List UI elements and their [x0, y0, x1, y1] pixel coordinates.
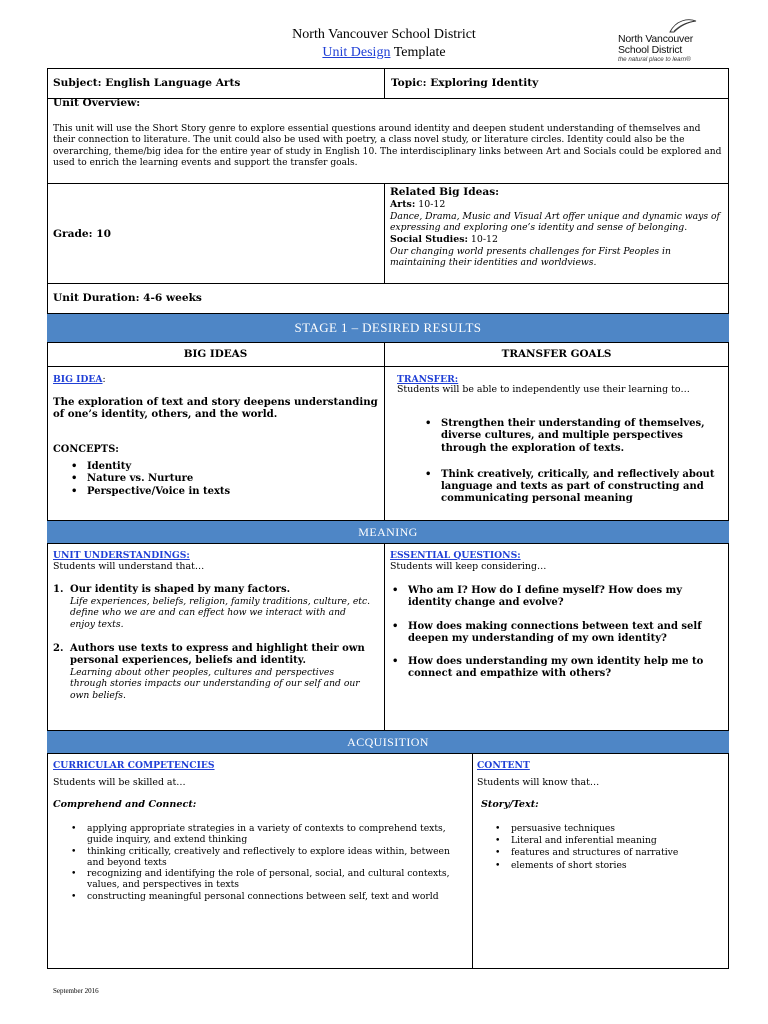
- arts-range: 10-12: [415, 199, 446, 210]
- list-item: • Literal and inferential meaning: [477, 835, 723, 847]
- big-idea-text: The exploration of text and story deepens understanding of one’s identity, others, and the world.: [53, 396, 378, 420]
- big-idea-colon: :: [102, 374, 106, 385]
- list-item: • Strengthen their understanding of themselves, diverse cultures, and multiple perspectives through the exploration of texts.: [407, 418, 723, 455]
- competencies-link[interactable]: CURRICULAR COMPETENCIES: [53, 760, 215, 771]
- list-item: • constructing meaningful personal connections between self, text and world: [53, 891, 465, 902]
- content-subheading: Story/Text:: [481, 799, 539, 810]
- content-list: [477, 823, 723, 872]
- list-item: • Think creatively, critically, and reflectively about language and texts as part of constructing and communicating personal meaning: [407, 469, 723, 506]
- understanding-number: 1.: [53, 584, 64, 595]
- arts-text: Dance, Drama, Music and Visual Art offer unique and dynamic ways of expressing and exploring one’s identity and sense of belonging.: [390, 211, 720, 234]
- list-item: • recognizing and identifying the role of personal, social, and cultural contexts, values, and perspectives in texts: [53, 868, 465, 891]
- list-item: • How does making connections between text and self deepen my understanding of my own identity?: [374, 621, 720, 646]
- understanding-detail: Life experiences, beliefs, religion, family traditions, culture, etc. define who we are and can effect how we interact with and enjoy texts.: [70, 596, 371, 630]
- related-big-ideas-label: Related Big Ideas:: [390, 186, 500, 198]
- topic-label: Topic: Exploring Identity: [391, 77, 539, 89]
- list-item: • Who am I? How do I define myself? How does my identity change and evolve?: [374, 585, 720, 610]
- content-heading: [477, 759, 530, 772]
- social-studies-range: 10-12: [467, 234, 498, 245]
- content-link[interactable]: CONTENT: [477, 760, 530, 771]
- acquisition-band: ACQUISITION: [47, 731, 729, 753]
- list-item: • persuasive techniques: [477, 823, 723, 835]
- understandings-link[interactable]: UNIT UNDERSTANDINGS:: [53, 550, 190, 561]
- transfer-link[interactable]: TRANSFER:: [397, 374, 459, 385]
- transfer-intro: Students will be able to independently use their learning to…: [397, 384, 690, 395]
- logo-line1: North Vancouver: [618, 33, 694, 45]
- unit-overview-label: Unit Overview:: [53, 97, 141, 109]
- unit-design-link[interactable]: Unit Design: [322, 45, 391, 60]
- list-item: • Identity: [53, 461, 373, 473]
- understandings-intro: Students will understand that…: [53, 561, 205, 572]
- big-ideas-header: BIG IDEAS: [183, 348, 248, 360]
- arts-label: Arts:: [390, 199, 416, 210]
- meaning-band: MEANING: [47, 521, 729, 543]
- concepts-label: CONCEPTS:: [53, 444, 119, 455]
- logo-tagline: the natural place to learn®: [618, 56, 691, 63]
- footer-date: September 2016: [53, 987, 99, 995]
- list-item: • How does understanding my own identity help me to connect and empathize with others?: [374, 656, 720, 681]
- transfer-list: [407, 418, 723, 506]
- list-item: • features and structures of narrative: [477, 847, 723, 859]
- questions-list: [374, 585, 720, 681]
- arts-heading: [390, 199, 445, 210]
- subject-label: Subject: English Language Arts: [53, 77, 241, 89]
- social-studies-label: Social Studies:: [390, 234, 468, 245]
- transfer-goals-header: TRANSFER GOALS: [501, 348, 612, 360]
- social-studies-heading: [390, 234, 498, 245]
- leaf-icon: [668, 18, 698, 34]
- page-title: North Vancouver School District: [292, 27, 476, 42]
- understanding-detail: Learning about other peoples, cultures and perspectives through stories impacts our understanding of our self and our own beliefs.: [70, 667, 360, 701]
- competencies-list: [53, 823, 465, 902]
- district-logo: [612, 18, 722, 66]
- list-item: • thinking critically, creatively and reflectively to explore ideas within, between and beyond texts: [53, 846, 465, 869]
- content-intro: Students will know that…: [477, 777, 600, 788]
- concepts-list: [53, 461, 373, 498]
- list-item: • elements of short stories: [477, 860, 723, 872]
- understanding-number: 2.: [53, 643, 64, 654]
- stage1-band: STAGE 1 – DESIRED RESULTS: [47, 314, 729, 342]
- questions-link[interactable]: ESSENTIAL QUESTIONS:: [390, 550, 521, 561]
- understanding-2: [53, 643, 373, 701]
- questions-intro: Students will keep considering…: [390, 561, 547, 572]
- unit-overview-text: This unit will use the Short Story genre to explore essential questions around identity and deepen student understanding of themselves and their connection to literature. The unit could also be used with poetry, a class novel study, or literature circles. Identity could also be the overarching, theme/big idea for the entire year of study in English 10. The interdisciplinary links between Art and Socials could be explored and used to enrich the learning events and support the transfer goals.: [53, 124, 722, 168]
- understanding-1: [53, 584, 373, 630]
- big-idea-heading: [53, 373, 106, 386]
- list-item: • Perspective/Voice in texts: [53, 486, 373, 498]
- grade-label: Grade: 10: [53, 228, 111, 240]
- competencies-intro: Students will be skilled at…: [53, 777, 186, 788]
- understanding-title: Authors use texts to express and highlight their own personal experiences, beliefs and identity.: [70, 643, 365, 666]
- template-suffix: Template: [390, 45, 446, 60]
- logo-line2: School District: [618, 44, 683, 56]
- big-idea-link[interactable]: BIG IDEA: [53, 374, 103, 385]
- competencies-heading: [53, 759, 215, 772]
- list-item: • Nature vs. Nurture: [53, 473, 373, 485]
- social-studies-text: Our changing world presents challenges for First Peoples in maintaining their identities and worldviews.: [390, 246, 671, 269]
- unit-duration: Unit Duration: 4-6 weeks: [53, 292, 202, 304]
- understanding-title: Our identity is shaped by many factors.: [70, 584, 291, 595]
- list-item: • applying appropriate strategies in a variety of contexts to comprehend texts, guide inquiry, and extend thinking: [53, 823, 465, 846]
- competencies-subheading: Comprehend and Connect:: [53, 799, 197, 810]
